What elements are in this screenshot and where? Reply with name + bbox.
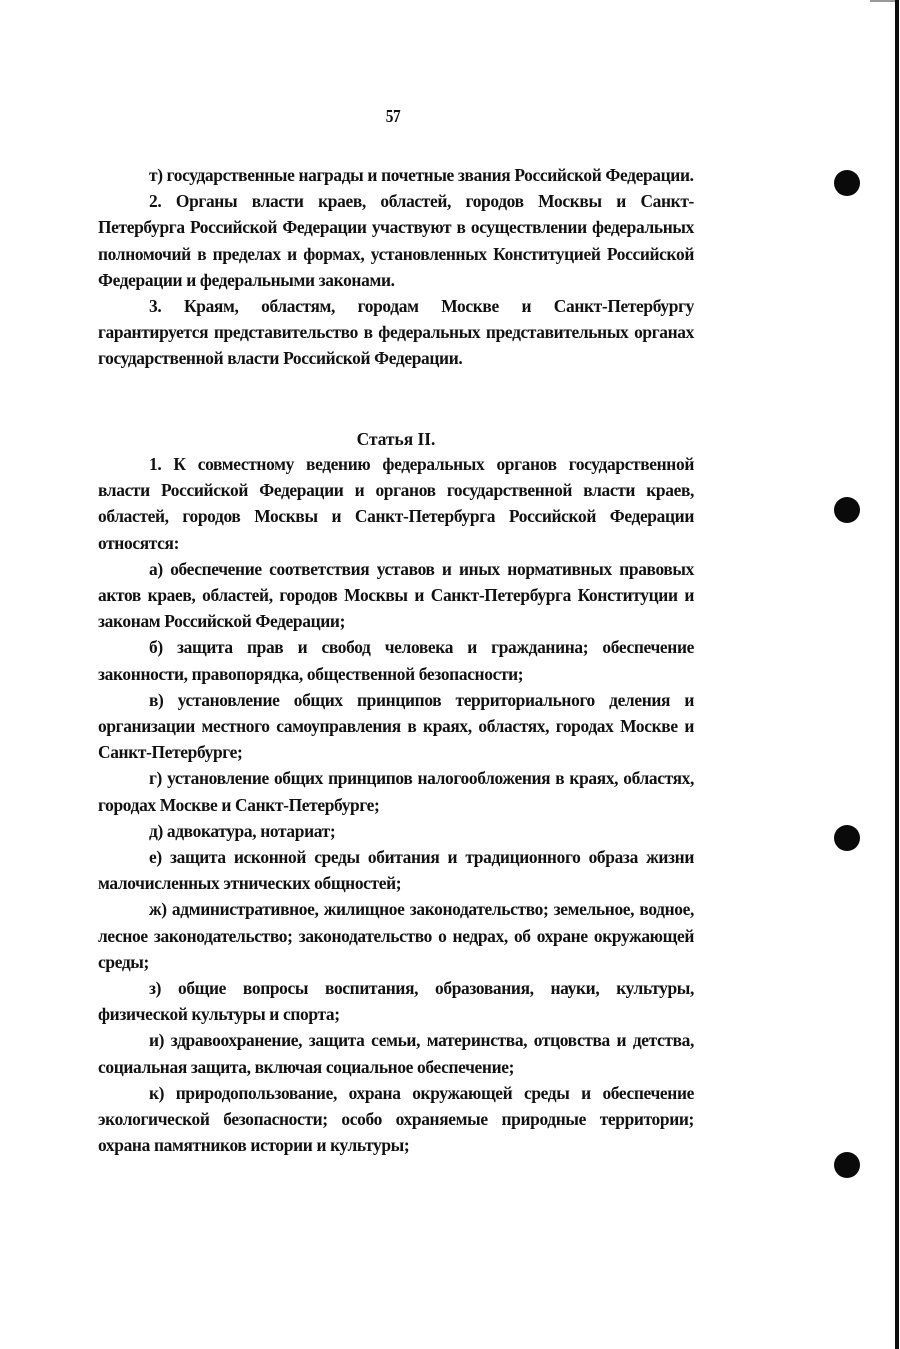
scan-top-edge [870,0,896,2]
article-item-zh: ж) административное, жилищное законодательство; земельное, водное, лесное законодательство; законодательство о недрах, об охране окружающей среды; [98,899,694,972]
binder-hole-icon [834,170,860,196]
paragraph-3: 3. Краям, областям, городам Москве и Санкт-Петербургу гарантируется представительство в федеральных представительных органах государственной власти Российской Федерации. [98,296,694,369]
binder-hole-icon [834,825,860,851]
preceding-article-text [98,162,694,372]
binder-hole-icon [834,497,860,523]
article-item-v: в) установление общих принципов территориального деления и организации местного самоуправления в краях, областях, городах Москве и Санкт-Петербурге; [98,689,694,763]
article-item-i: и) здравоохранение, защита семьи, материнства, отцовства и детства, социальная защита, включая социальное обеспечение; [98,1030,694,1077]
paragraph-item-t: т) государственные награды и почетные звания Российской Федерации. [149,165,694,185]
scan-page-edge [895,0,899,1349]
paragraph-2: 2. Органы власти краев, областей, городов Москвы и Санкт-Петербурга Российской Федерации участвуют в осуществлении федеральных полномочий в пределах и формах, установленных Конституцией Российской Федерации и федеральными законами. [98,191,694,290]
article-item-z: з) общие вопросы воспитания, образования, науки, культуры, физической культуры и спорта; [98,978,694,1025]
binder-hole-icon [834,1152,860,1178]
article-item-a: а) обеспечение соответствия уставов и иных нормативных правовых актов краев, областей, городов Москвы и Санкт-Петербурга Конституции и законам Российской Федерации; [98,558,694,632]
article-body [98,451,694,1158]
article-paragraph-1: 1. К совместному ведению федеральных органов государственной власти Российской Федерации и органов государственной власти краев, областей, городов Москвы и Санкт-Петербурга Российской Федерации относятся: [98,454,694,553]
article-heading: Статья II. [356,429,436,449]
article-item-k: к) природопользование, охрана окружающей среды и обеспечение экологической безопасности; особо охраняемые природные территории; охрана памятников истории и культуры; [98,1082,694,1156]
article-item-b: б) защита прав и свобод человека и гражданина; обеспечение законности, правопорядка, общественной безопасности; [98,637,694,684]
article-item-e: е) защита исконной среды обитания и традиционного образа жизни малочисленных этнических общностей; [98,847,694,894]
article-item-g: г) установление общих принципов налогообложения в краях, областях, городах Москве и Санкт-Петербурге; [98,768,694,815]
page-number: 57 [385,106,401,126]
article-item-d: д) адвокатура, нотариат; [149,820,336,841]
